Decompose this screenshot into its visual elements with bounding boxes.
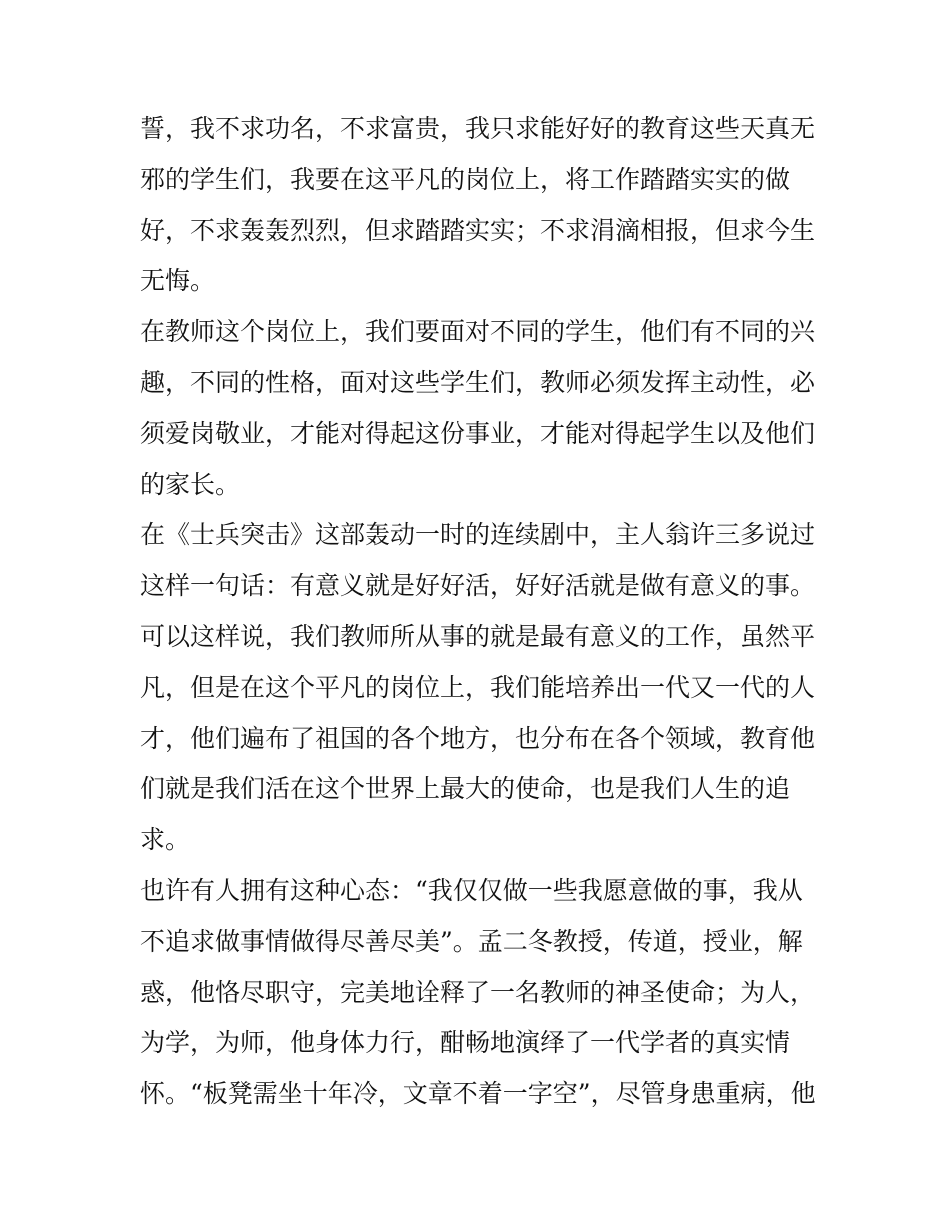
paragraph-1 [140,104,815,307]
text-line: 的家长。 [140,469,241,499]
text-line: 可以这样说，我们教师所从事的就是最有意义的工作，虽然平 [140,621,816,651]
text-line: 须爱岗敬业，才能对得起这份事业，才能对得起学生以及他们 [140,418,816,448]
text-line: 好，不求轰轰烈烈，但求踏踏实实；不求涓滴相报，但求今生 [140,215,816,245]
text-line: 为学，为师，他身体力行，酣畅地演绎了一代学者的真实情 [140,1028,791,1058]
text-line: 无悔。 [140,266,216,296]
paragraph-2 [140,307,815,510]
text-line: 誓，我不求功名，不求富贵，我只求能好好的教育这些天真无 [140,114,816,143]
text-line: 邪的学生们，我要在这平凡的岗位上，将工作踏踏实实的做 [140,164,791,194]
text-line: 才，他们遍布了祖国的各个地方，也分布在各个领域，教育他 [140,723,816,753]
text-line: 不追求做事情做得尽善尽美”。孟二冬教授，传道，授业，解 [140,926,803,956]
text-line: 凡，但是在这个平凡的岗位上，我们能培养出一代又一代的人 [140,672,816,702]
text-line: 在教师这个岗位上，我们要面对不同的学生，他们有不同的兴 [140,317,816,347]
text-line: 求。 [140,825,191,855]
text-line: 趣，不同的性格，面对这些学生们，教师必须发挥主动性，必 [140,367,816,397]
text-line: 在《士兵突击》这部轰动一时的连续剧中，主人翁许三多说过 [140,520,816,550]
document-body [140,104,815,1120]
text-line: 怀。“板凳需坐十年冷，文章不着一字空”，尽管身患重病，他 [140,1079,816,1109]
text-line: 们就是我们活在这个世界上最大的使命，也是我们人生的追 [140,774,791,804]
paragraph-4 [140,866,815,1120]
paragraph-3 [140,510,815,866]
text-line: 这样一句话：有意义就是好好活，好好活就是做有意义的事。 [140,571,816,601]
text-line: 惑，他恪尽职守，完美地诠释了一名教师的神圣使命；为人， [140,977,816,1007]
text-line: 也许有人拥有这种心态：“我仅仅做一些我愿意做的事，我从 [140,875,803,905]
